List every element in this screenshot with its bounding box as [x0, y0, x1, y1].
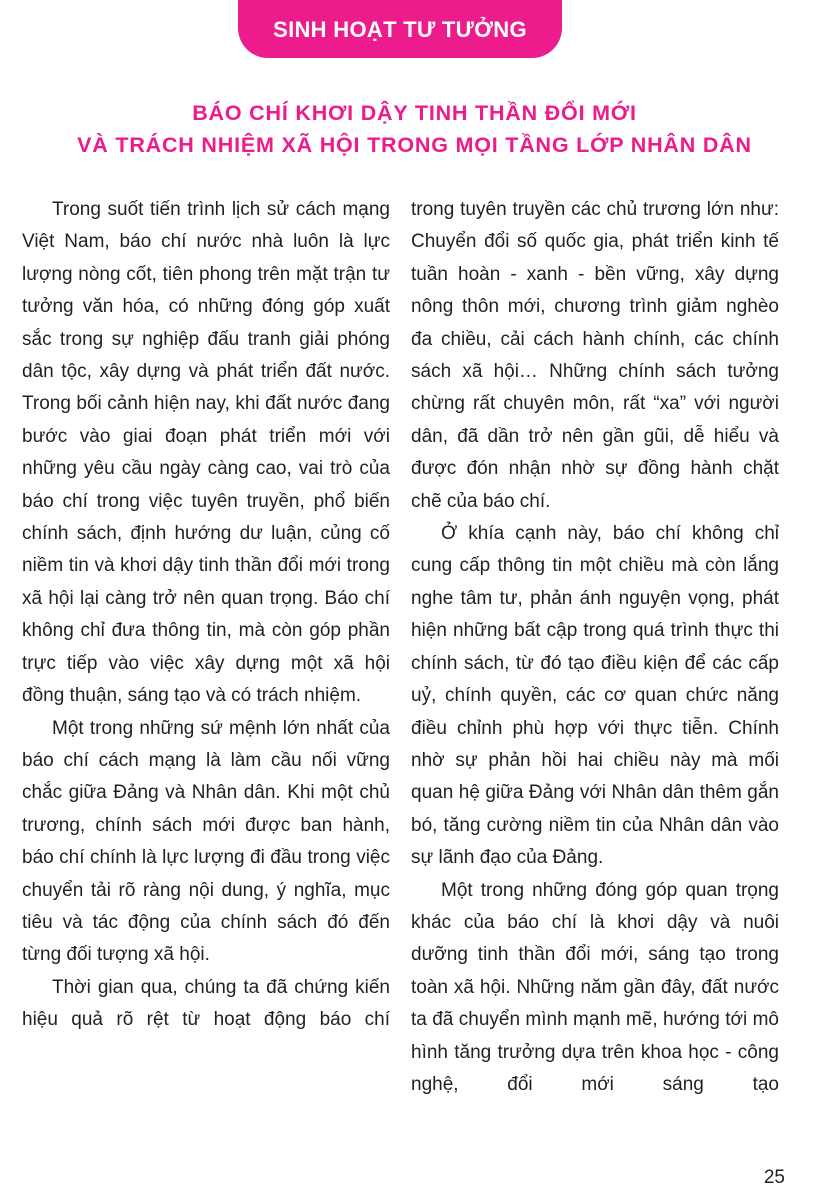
section-label: SINH HOẠT TƯ TƯỞNG: [273, 17, 527, 42]
article-title: [0, 97, 829, 161]
paragraph: Ở khía cạnh này, báo chí không chỉ cung cấp thông tin một chiều mà còn lắng nghe tâm tư, phản ánh nguyện vọng, phát hiện những bất cập trong quá trình thực thi chính sách, từ đó tạo điều kiện để các cấp uỷ, chính quyền, các cơ quan chức năng điều chỉnh phù hợp với thực tiễn. Chính nhờ sự phản hồi hai chiều này mà mối quan hệ giữa Đảng với Nhân dân thêm gắn bó, tăng cường niềm tin của Nhân dân vào sự lãnh đạo của Đảng.: [411, 523, 779, 869]
article-title-line-1: BÁO CHÍ KHƠI DẬY TINH THẦN ĐỔI MỚI: [192, 101, 637, 125]
paragraph: Một trong những đóng góp quan trọng khác của báo chí là khơi dậy và nuôi dưỡng tinh thần đổi mới, sáng tạo trong toàn xã hội. Những năm gần đây, đất nước ta đã chuyển mình mạnh mẽ, hướng tới mô hình tăng trưởng dựa trên khoa học - công nghệ, đổi mới sáng tạo: [411, 879, 779, 1095]
right-column: [411, 194, 779, 1101]
paragraph: Trong suốt tiến trình lịch sử cách mạng Việt Nam, báo chí nước nhà luôn là lực lượng nòng cốt, tiên phong trên mặt trận tư tưởng văn hóa, có những đóng góp xuất sắc trong sự nghiệp đấu tranh giải phóng dân tộc, xây dựng và phát triển đất nước. Trong bối cảnh hiện nay, khi đất nước đang bước vào giai đoạn phát triển mới với những yêu cầu ngày càng cao, vai trò của báo chí trong việc tuyên truyền, phổ biến chính sách, định hướng dư luận, củng cố niềm tin và khơi dậy tinh thần đổi mới trong xã hội lại càng trở nên quan trọng. Báo chí không chỉ đưa thông tin, mà còn góp phần trực tiếp vào việc xây dựng một xã hội đồng thuận, sáng tạo và có trách nhiệm.: [22, 199, 390, 707]
section-label-badge: [238, 0, 562, 58]
article-title-line-2: VÀ TRÁCH NHIỆM XÃ HỘI TRONG MỌI TẦNG LỚP NHÂN DÂN: [77, 133, 752, 157]
left-column: [22, 194, 390, 1037]
paragraph-continued: trong tuyên truyền các chủ trương lớn như: Chuyển đổi số quốc gia, phát triển kinh tế tuần hoàn - xanh - bền vững, xây dựng nông thôn mới, chương trình giảm nghèo đa chiều, cải cách hành chính, các chính sách xã hội… Những chính sách tưởng chừng rất chuyên môn, rất “xa” với người dân, đã dần trở nên gần gũi, dễ hiểu và được đón nhận nhờ sự đồng hành chặt chẽ của báo chí.: [411, 199, 779, 512]
page-number: 25: [763, 1167, 785, 1188]
paragraph: Thời gian qua, chúng ta đã chứng kiến hiệu quả rõ rệt từ hoạt động báo chí: [22, 976, 390, 1031]
paragraph: Một trong những sứ mệnh lớn nhất của báo chí cách mạng là làm cầu nối vững chắc giữa Đảng và Nhân dân. Khi một chủ trương, chính sách mới được ban hành, báo chí chính là lực lượng đi đầu trong việc chuyển tải rõ ràng nội dung, ý nghĩa, mục tiêu và tác động của chính sách đó đến từng đối tượng xã hội.: [22, 717, 390, 966]
